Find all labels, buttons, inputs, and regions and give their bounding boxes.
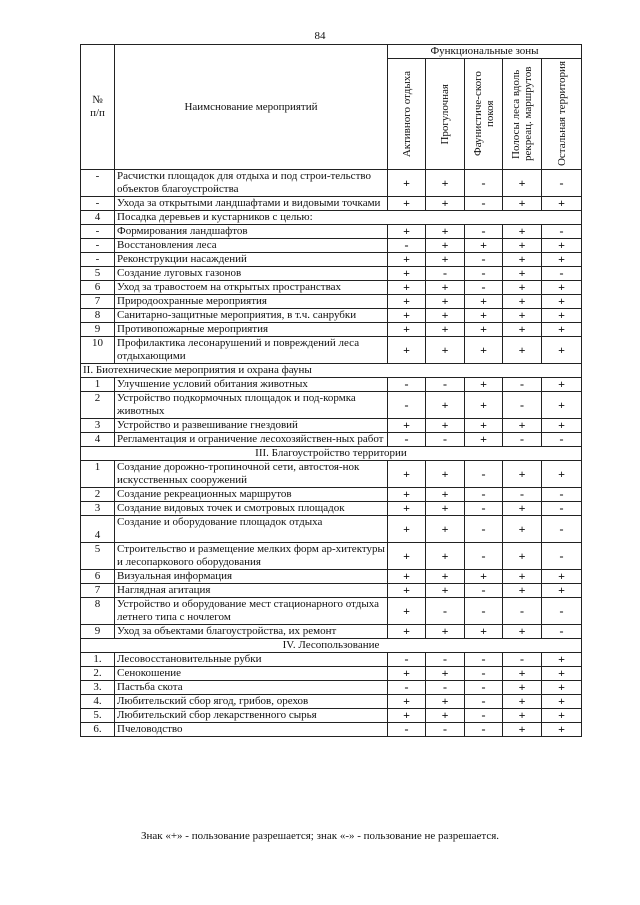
zone-mark: - [542,516,582,543]
table-row [81,681,582,695]
table-row [81,295,582,309]
zone-header [465,59,503,170]
section-title: IV. Лесопользование [81,639,582,653]
zone-mark: + [388,461,426,488]
zone-mark: + [388,170,426,197]
zone-mark: + [426,239,465,253]
zone-mark: + [542,323,582,337]
table-row [81,392,582,419]
zone-mark: + [503,543,542,570]
measure-name: Наглядная агитация [115,584,388,598]
measure-name: Уход за объектами благоустройства, их ремонт [115,625,388,639]
zone-mark: + [388,295,426,309]
zone-header-label: Прогулочная [439,83,451,145]
table-row [81,516,582,543]
zone-mark: - [542,170,582,197]
zone-mark: + [503,461,542,488]
table-row [81,543,582,570]
table-row [81,598,582,625]
table-row [81,378,582,392]
row-number: 3 [81,419,115,433]
zone-mark: + [426,516,465,543]
zone-mark: + [388,516,426,543]
zone-mark: + [388,309,426,323]
zone-mark: + [542,253,582,267]
zone-mark: + [542,584,582,598]
zone-mark: + [542,570,582,584]
zone-mark: - [465,695,503,709]
measure-name: Сенокошение [115,667,388,681]
measure-name: Устройство подкормочных площадок и под-кормка животных [115,392,388,419]
measures-table [80,44,582,737]
table-row [81,709,582,723]
zone-mark: - [465,281,503,295]
row-number: 2 [81,488,115,502]
row-number: 8 [81,309,115,323]
header-zones-title: Функциональные зоны [388,45,582,59]
zone-mark: + [465,625,503,639]
zone-mark: + [542,378,582,392]
row-number: 9 [81,625,115,639]
zone-mark: - [465,461,503,488]
zone-mark: + [426,295,465,309]
zone-mark: + [426,488,465,502]
table-row [81,253,582,267]
zone-mark: + [388,667,426,681]
row-number: 2. [81,667,115,681]
zone-mark: + [426,253,465,267]
zone-mark: + [388,570,426,584]
zone-mark: + [426,502,465,516]
measure-name: Любительский сбор ягод, грибов, орехов [115,695,388,709]
zone-mark: + [465,392,503,419]
table-row [81,653,582,667]
zone-mark: + [426,625,465,639]
zone-mark: + [426,461,465,488]
zone-mark: + [426,584,465,598]
zone-mark: + [542,392,582,419]
zone-mark: + [388,225,426,239]
zone-mark: - [503,488,542,502]
zone-mark: + [388,695,426,709]
zone-mark: + [426,337,465,364]
zone-mark: - [465,653,503,667]
zone-mark: + [388,502,426,516]
measure-name: Создание видовых точек и смотровых площадок [115,502,388,516]
zone-mark: + [465,337,503,364]
zone-mark: + [503,281,542,295]
section-row [81,447,582,461]
zone-mark: - [542,625,582,639]
table-row [81,419,582,433]
zone-mark: - [426,723,465,737]
measure-name: Уход за травостоем на открытых пространствах [115,281,388,295]
row-number: 4 [81,211,115,225]
row-number: 3. [81,681,115,695]
table-row [81,225,582,239]
zone-mark: - [465,170,503,197]
zone-mark: + [388,543,426,570]
zone-mark: + [503,570,542,584]
zone-mark: + [388,267,426,281]
zone-mark: + [503,170,542,197]
measure-name: Посадка деревьев и кустарников с целью: [115,211,582,225]
zone-mark: + [426,695,465,709]
zone-mark: + [426,543,465,570]
zone-mark: - [388,433,426,447]
measure-name: Строительство и размещение мелких форм ар-хитектуры и лесопаркового оборудования [115,543,388,570]
row-number: 5. [81,709,115,723]
zone-mark: + [465,433,503,447]
zone-mark: + [426,323,465,337]
zone-mark: - [503,392,542,419]
zone-mark: + [465,419,503,433]
zone-mark: + [388,323,426,337]
zone-mark: + [465,570,503,584]
row-number: 5 [81,267,115,281]
zone-mark: - [465,584,503,598]
zone-mark: + [503,197,542,211]
table-row [81,211,582,225]
zone-header [426,59,465,170]
row-number: 6 [81,281,115,295]
zone-mark: - [465,681,503,695]
measure-name: Визуальная информация [115,570,388,584]
table-row [81,625,582,639]
measure-name: Ухода за открытыми ландшафтами и видовыми точками [115,197,388,211]
measure-name: Улучшение условий обитания животных [115,378,388,392]
zone-mark: + [503,625,542,639]
table-row [81,695,582,709]
row-number: 1 [81,378,115,392]
measure-name: Создание рекреационных маршрутов [115,488,388,502]
zone-mark: - [503,378,542,392]
row-number: 8 [81,598,115,625]
zone-mark: + [465,295,503,309]
zone-mark: + [426,170,465,197]
row-number: 6. [81,723,115,737]
zone-mark: + [465,239,503,253]
zone-mark: + [503,253,542,267]
zone-header-label: Фаунистиче-ского покоя [471,71,496,157]
zone-mark: + [503,323,542,337]
zone-mark: + [542,295,582,309]
zone-mark: + [503,667,542,681]
measure-name: Профилактика лесонарушений и повреждений леса отдыхающими [115,337,388,364]
row-number: 7 [81,584,115,598]
zone-mark: + [426,309,465,323]
row-number: - [81,225,115,239]
zone-mark: + [388,709,426,723]
measure-name: Восстановления леса [115,239,388,253]
zone-mark: - [542,433,582,447]
measure-name: Устройство и развешивание гнездовий [115,419,388,433]
zone-mark: - [426,267,465,281]
zone-mark: + [388,625,426,639]
zone-header [388,59,426,170]
zone-mark: + [426,392,465,419]
row-number: 9 [81,323,115,337]
row-number: 4 [81,433,115,447]
table-row [81,309,582,323]
zone-mark: + [426,570,465,584]
zone-mark: - [542,598,582,625]
zone-mark: + [542,309,582,323]
zone-mark: + [503,584,542,598]
zone-mark: - [465,516,503,543]
row-number: 2 [81,392,115,419]
table-row [81,502,582,516]
zone-mark: - [388,239,426,253]
footnote: Знак «+» - пользование разрешается; знак «-» - пользование не разрешается. [140,830,500,842]
row-number: 7 [81,295,115,309]
zone-mark: + [503,681,542,695]
zone-mark: + [388,281,426,295]
table-row [81,461,582,488]
zone-mark: - [426,378,465,392]
zone-header-label: Полосы леса вдоль рекреац. маршрутов [510,66,534,162]
zone-mark: + [503,239,542,253]
zone-mark: + [503,295,542,309]
zone-mark: + [542,681,582,695]
zone-mark: + [503,695,542,709]
row-number: 5 [81,543,115,570]
section-row [81,364,582,378]
zone-mark: + [542,461,582,488]
zone-mark: - [542,543,582,570]
zone-mark: + [426,197,465,211]
zone-mark: + [503,337,542,364]
measure-name: Устройство и оборудование мест стационарного отдыха летнего типа с ночлегом [115,598,388,625]
zone-mark: - [542,488,582,502]
table-row [81,488,582,502]
measure-name: Пчеловодство [115,723,388,737]
page-number: 84 [314,30,326,42]
zone-mark: + [503,723,542,737]
header-num: № п/п [81,45,115,170]
measure-name: Противопожарные мероприятия [115,323,388,337]
header-name: Наимснование мероприятий [115,45,388,170]
zone-mark: - [388,378,426,392]
zone-mark: - [465,598,503,625]
zone-mark: - [426,433,465,447]
measure-name: Регламентация и ограничение лесохозяйствен-ных работ [115,433,388,447]
measure-name: Создание дорожно-тропиночной сети, автостоя-нок искусственных сооружений [115,461,388,488]
table-row [81,723,582,737]
row-number: 1 [81,461,115,488]
row-number: - [81,239,115,253]
zone-mark: - [465,225,503,239]
zone-mark: + [465,309,503,323]
row-number: 3 [81,502,115,516]
row-number: 4 [81,516,115,543]
zone-mark: - [465,267,503,281]
zone-mark: + [388,584,426,598]
row-number: - [81,253,115,267]
zone-mark: + [426,709,465,723]
zone-header-label: Остальная территория [555,61,568,167]
table-row [81,170,582,197]
measure-name: Создание и оборудование площадок отдыха [115,516,388,543]
zone-mark: + [542,653,582,667]
section-title: II. Биотехнические мероприятия и охрана фауны [81,364,582,378]
table-row [81,433,582,447]
zone-mark: - [465,709,503,723]
table-row [81,197,582,211]
zone-mark: + [542,667,582,681]
zone-mark: - [465,502,503,516]
measure-name: Реконструкции насаждений [115,253,388,267]
row-number: 1. [81,653,115,667]
row-number: 6 [81,570,115,584]
row-number: 10 [81,337,115,364]
zone-mark: + [426,281,465,295]
zone-mark: + [388,197,426,211]
zone-mark: + [542,419,582,433]
zone-mark: - [542,225,582,239]
zone-mark: - [388,653,426,667]
zone-mark: - [388,723,426,737]
zone-mark: + [388,598,426,625]
zone-mark: - [542,267,582,281]
table-row [81,323,582,337]
zone-mark: + [426,419,465,433]
zone-header [503,59,542,170]
zone-mark: - [503,433,542,447]
zone-mark: - [542,502,582,516]
zone-mark: + [388,488,426,502]
zone-mark: + [503,516,542,543]
table-row [81,267,582,281]
row-number: - [81,197,115,211]
zone-mark: + [388,337,426,364]
row-number: - [81,170,115,197]
zone-mark: + [542,709,582,723]
zone-mark: + [465,378,503,392]
section-title: III. Благоустройство территории [81,447,582,461]
measure-name: Природоохранные мероприятия [115,295,388,309]
zone-mark: - [388,392,426,419]
zone-mark: + [503,225,542,239]
measure-name: Лесовосстановительные рубки [115,653,388,667]
zone-header-label: Активного отдыха [400,70,413,158]
zone-mark: - [426,598,465,625]
zone-mark: + [542,281,582,295]
measure-name: Формирования ландшафтов [115,225,388,239]
zone-mark: - [388,681,426,695]
zone-mark: + [426,667,465,681]
measure-name: Пастьба скота [115,681,388,695]
measure-name: Создание луговых газонов [115,267,388,281]
zone-mark: + [542,197,582,211]
measure-name: Расчистки площадок для отдыха и под строи-тельство объектов благоустройства [115,170,388,197]
table-row [81,337,582,364]
zone-mark: - [426,681,465,695]
table-row [81,281,582,295]
zone-mark: + [503,419,542,433]
row-number: 4. [81,695,115,709]
zone-mark: + [503,267,542,281]
zone-mark: + [388,253,426,267]
zone-mark: + [426,225,465,239]
zone-mark: - [465,667,503,681]
zone-mark: + [542,695,582,709]
zone-mark: + [503,709,542,723]
zone-mark: - [465,197,503,211]
measure-name: Санитарно-защитные мероприятия, в т.ч. санрубки [115,309,388,323]
zone-mark: + [542,723,582,737]
table-row [81,570,582,584]
table-row [81,667,582,681]
zone-mark: - [503,598,542,625]
zone-mark: - [465,543,503,570]
zone-mark: - [503,653,542,667]
zone-mark: + [503,309,542,323]
zone-mark: + [542,239,582,253]
zone-mark: + [542,337,582,364]
section-row [81,639,582,653]
zone-mark: + [465,323,503,337]
zone-mark: - [465,488,503,502]
zone-mark: - [465,723,503,737]
table-row [81,584,582,598]
zone-mark: - [426,653,465,667]
zone-mark: + [503,502,542,516]
measure-name: Любительский сбор лекарственного сырья [115,709,388,723]
table-row [81,239,582,253]
zone-mark: - [465,253,503,267]
zone-header [542,59,582,170]
zone-mark: + [388,419,426,433]
